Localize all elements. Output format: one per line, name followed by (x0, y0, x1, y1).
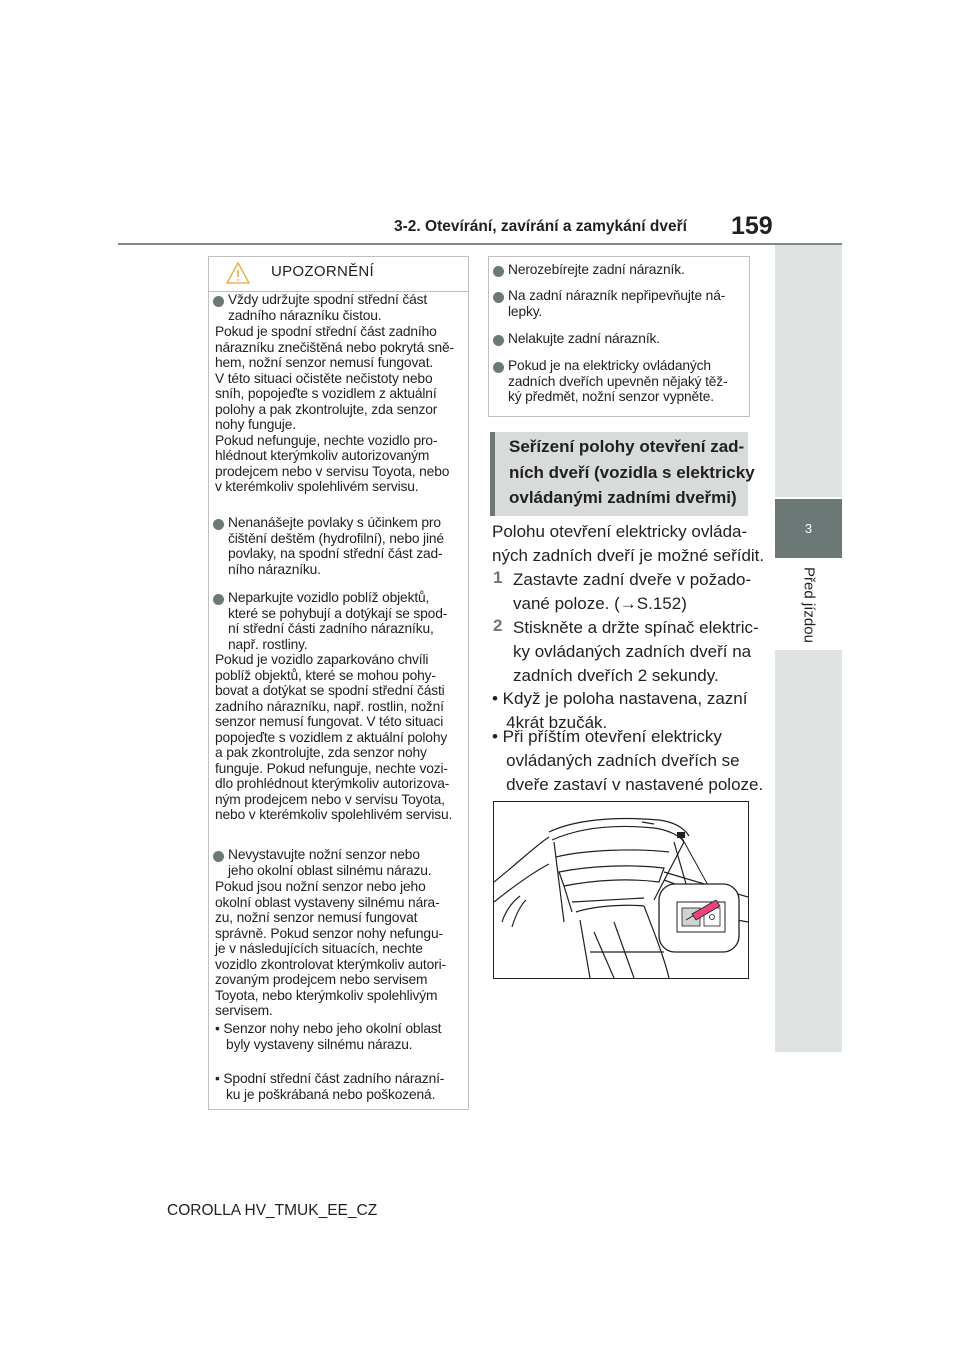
document-code: COROLLA HV_TMUK_EE_CZ (167, 1202, 378, 1219)
bullet-icon (493, 362, 504, 373)
bullet-icon (493, 266, 504, 277)
notice-item-3: Nelakujte zadní nárazník. (508, 331, 660, 346)
section-heading-line-2: ních dveří (vozidla s elektricky (509, 463, 755, 482)
bullet-icon (493, 292, 504, 303)
step-2-text: Stiskněte a držte spínač elektric- ky ovládaných zadních dveří na zadních dveřích 2 sekundy. (513, 618, 759, 685)
notice-item-4: Pokud je na elektricky ovládaných zadních dveřích upevněn nějaký těž- ký předmět, nožní senzor vypněte. (508, 358, 728, 404)
warning-box (208, 256, 469, 1110)
warning-item-3-title: Neparkujte vozidlo poblíž objektů, které se pohybují a dotýkají se spod- ní střední části zadního nárazníku, např. rostliny. (228, 590, 448, 652)
side-tab-lower (775, 650, 842, 1052)
section-intro: Polohu otevření elektricky ovláda- ných zadních dveří je možné seřídit. (492, 522, 765, 565)
bullet-icon (213, 519, 224, 530)
warning-triangle-icon (225, 261, 251, 285)
warning-header (209, 257, 468, 291)
result-bullet-1: • Když je poloha nastavena, zazní 4krát bzučák. (492, 689, 748, 732)
warning-item-1-body: Pokud je spodní střední část zadního nárazníku znečištěná nebo pokrytá sně- hem, nožní senzor nemusí fungovat. V této situaci očistěte nečistoty nebo sníh, popojeďte s vozidlem z aktuální polohy a pak zkontrolujte, zda senzor nohy funguje. Pokud nefunguje, nechte vozidlo pro- hlédnout kterýmkoliv autorizovaným prodejcem nebo v servisu Toyota, nebo v kterémkoliv spolehlivém servisu. (215, 324, 454, 494)
notice-item-2: Na zadní nárazník nepřipevňujte ná- lepky. (508, 288, 726, 319)
warning-item-4-title: Nevystavujte nožní senzor nebo jeho okolní oblast silnému nárazu. (228, 847, 432, 878)
notice-box (488, 256, 750, 417)
warning-item-1-title: Vždy udržujte spodní střední část zadního nárazníku čistou. (228, 292, 428, 323)
bullet-icon (213, 594, 224, 605)
chapter-label-tab (784, 560, 834, 650)
section-heading-line-3: ovládanými zadními dveřmi) (509, 488, 737, 507)
header-divider (118, 243, 842, 245)
chapter-number-tab: 3 (775, 499, 842, 558)
section-title: 3-2. Otevírání, zavírání a zamykání dveří (394, 218, 687, 235)
page-number: 159 (731, 212, 773, 240)
warning-item-2-title: Nenanášejte povlaky s účinkem pro čištění deštěm (hydrofilní), nebo jiné povlaky, na spodní střední část zad- ního nárazníku. (228, 515, 444, 577)
warning-sub-bullet-2: • Spodní střední část zadního nárazní- ku je poškrábaná nebo poškozená. (215, 1071, 445, 1102)
chapter-label: Před jízdou (800, 567, 818, 643)
step-1-number: 1 (493, 568, 503, 587)
warning-item-4-body: Pokud jsou nožní senzor nebo jeho okolní oblast vystaveny silnému nára- zu, nožní senzor nemusí fungovat správně. Pokud senzor nohy nefungu- je v následujících situacích, nechte vozidlo zkontrolovat kterýmkoliv autori- zovaným prodejcem nebo servisem Toyota, nebo kterýmkoliv spolehlivým servisem. (215, 879, 446, 1018)
step-1-text: Zastavte zadní dveře v požado- vané poloze. (→S.152) (513, 570, 752, 613)
open-tailgate-drawing (494, 802, 748, 978)
step-2-number: 2 (493, 616, 503, 635)
warning-item-3-body: Pokud je vozidlo zaparkováno chvíli poblíž objektů, které se mohou pohy- bovat a dotýkat se spodní střední části zadního nárazníku, např. rostlin, nožní senzor nemusí fungovat. V této situaci popojeďte s vozidlem z aktuální polohy a pak zkontrolujte, zda senzor nohy funguje. Pokud nefunguje, nechte vozi- dlo prohlédnout kterýmkoliv autorizova- ným prodejcem nebo v servisu Toyota, nebo v kterémkoliv spolehlivém servisu. (215, 652, 453, 822)
side-tab-upper (775, 245, 842, 497)
result-bullet-2: • Při příštím otevření elektricky ovládaných zadních dveřích se dveře zastaví v nastavené poloze. (492, 727, 764, 794)
section-heading (490, 432, 755, 516)
notice-item-1: Nerozebírejte zadní nárazník. (508, 262, 685, 277)
warning-sub-bullet-1: • Senzor nohy nebo jeho okolní oblast byly vystaveny silnému nárazu. (215, 1021, 442, 1052)
warning-title: UPOZORNĚNÍ (271, 263, 375, 280)
section-heading-line-1: Seřízení polohy otevření zad- (509, 437, 745, 456)
bullet-icon (493, 335, 504, 346)
bullet-icon (213, 851, 224, 862)
bullet-icon (213, 296, 224, 307)
tailgate-illustration (493, 801, 749, 979)
